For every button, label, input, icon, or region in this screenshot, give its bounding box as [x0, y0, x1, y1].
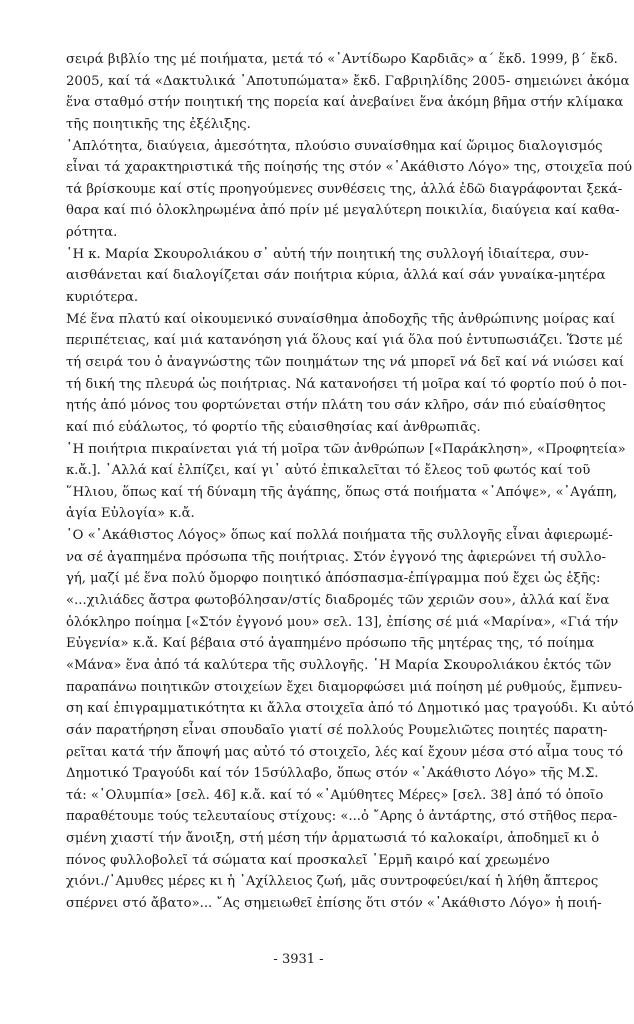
text-line: κ.ἄ.]. ᾽Αλλά καί ἐλπίζει, καί γι᾽ αὐτό ἐπικαλεῖται τό ἔλεος τοῦ φωτός καί τοῦ — [66, 463, 591, 479]
text-line: περιπέτειας, καί μιά κατανόηση γιά ὅλους καί γιά ὅλα πού ἐντυπωσιάζει. Ὥστε μέ — [66, 333, 623, 349]
text-line: παραθέτουμε τούς τελευταίους στίχους: «...ὁ ῎Αρης ὁ ἀντάρτης, στό στῆθος περα- — [66, 809, 618, 825]
text-line: ση καί ἐπιγραμματικότητα κι ἄλλα στοιχεῖα ἀπό τό Δημοτικό μας τραγούδι. Κι αὐτό — [66, 701, 634, 717]
text-line: χιόνι./᾽Αμυθες μέρες κι ἡ ᾽Αχίλλειος ζωή, μᾶς συντροφεύει/καί ἡ λήθη ἄπτερος — [66, 874, 599, 890]
text-line: σπέρνει στό ἄβατο»... ῎Ας σημειωθεῖ ἐπίσης ὅτι στόν «᾽Ακάθιστο Λόγο» ἡ ποιή- — [66, 895, 602, 911]
text-line: ὁλόκληρο ποίημα [«Στόν ἐγγονό μου» σελ. 13], ἐπίσης σέ μιά «Μαρίνα», «Γιά τήν — [66, 614, 619, 630]
text-line: τά: «᾽Ολυμπία» [σελ. 46] κ.ἄ. καί τό «᾽Αμύθητες Μέρες» [σελ. 38] ἀπό τό ὁποῖο — [66, 787, 604, 803]
text-line: Εὐγενία» κ.ἄ. Καί βέβαια στό ἀγαπημένο πρόσωπο τῆς μητέρας της, τό ποίημα — [66, 636, 595, 652]
text-line: σμένη χιαστί τήν ἄνοιξη, στή μέση τήν ἁρματωσιά τό καλοκαίρι, ἀποδημεῖ κι ὁ — [66, 831, 600, 847]
paragraph — [66, 244, 606, 309]
text-line: τή δική της πλευρά ὡς ποιήτριας. Νά κατανοήσει τή μοῖρα καί τό φορτίο πού ὁ ποι- — [66, 376, 627, 392]
paragraph — [66, 136, 633, 244]
paragraph — [66, 49, 630, 136]
text-line: «Μάνα» ἕνα ἀπό τά καλύτερα τῆς συλλογῆς. ῾Η Μαρία Σκουρολιάκου ἐκτός τῶν — [66, 657, 612, 673]
paragraph — [66, 309, 627, 439]
text-line: σειρά βιβλίο της μέ ποιήματα, μετά τό «᾽Αντίδωρο Καρδιᾶς» α΄ ἔκδ. 1999, β΄ ἔκδ. — [66, 52, 618, 67]
text-line: 2005, καί τά «Δακτυλικά ᾽Αποτυπώματα» ἔκδ. Γαβριηλίδης 2005- σημειώνει ἀκόμα — [66, 73, 630, 89]
text-line: ῾Η κ. Μαρία Σκουρολιάκου σ᾽ αὐτή τήν ποιητική της συλλογή ἰδιαίτερα, συν- — [66, 246, 589, 262]
text-line: «...χιλιάδες ἄστρα φωτοβόλησαν/στίς διαδρομές τῶν χεριῶν σου», ἀλλά καί ἕνα — [66, 593, 610, 609]
text-line: Μέ ἕνα πλατύ καί οἰκουμενικό συναίσθημα ἀποδοχῆς τῆς ἀνθρώπινης μοίρας καί — [66, 311, 616, 327]
page-number: - 3931 - — [273, 952, 324, 967]
text-line: ῾Η ποιήτρια πικραίνεται γιά τή μοῖρα τῶν ἀνθρώπων [«Παράκληση», «Προφητεία» — [66, 441, 626, 457]
text-line: ρότητα. — [66, 225, 118, 241]
text-line: καί πιό εὐάλωτος, τό φορτίο τῆς εὐαισθησίας καί ἀνθρωπιᾶς. — [66, 419, 481, 435]
text-line: αισθάνεται καί διαλογίζεται σάν ποιήτρια κύρια, ἀλλά καί σάν γυναίκα-μητέρα — [66, 268, 606, 284]
text-line: ρεῖται κατά τήν ἄποψή μας αὐτό τό στοιχεῖο, λές καί ἔχουν μέσα στό αἷμα τους τό — [66, 744, 624, 760]
body-text — [66, 49, 634, 915]
text-line: ᾽Απλότητα, διαύγεια, ἀμεσότητα, πλούσιο συναίσθημα καί ὥριμος διαλογισμός — [66, 138, 603, 154]
text-line: τή σειρά του ὁ ἀναγνώστης τῶν ποιημάτων της νά μπορεῖ νά δεῖ καί νά νιώσει καί — [66, 354, 625, 370]
text-line: κυριότερα. — [66, 290, 139, 306]
paragraph — [66, 525, 634, 915]
text-line: ἕνα σταθμό στήν ποιητική της πορεία καί ἀνεβαίνει ἕνα ἀκόμη βῆμα στήν κλίμακα — [66, 95, 624, 111]
text-line: τῆς ποιητικῆς της ἐξέλιξης. — [66, 116, 251, 132]
text-line: παραπάνω ποιητικῶν στοιχείων ἔχει διαμορφώσει μιά ποίηση μέ ρυθμούς, ἔμπνευ- — [66, 679, 623, 695]
text-line: ῾Ο «᾽Ακάθιστος Λόγος» ὅπως καί πολλά ποιήματα τῆς συλλογῆς εἶναι ἀφιερωμέ- — [66, 528, 613, 544]
paragraph — [66, 439, 626, 526]
text-line: θαρα καί πιό ὁλοκληρωμένα ἀπό πρίν μέ μεγαλύτερη ποικιλία, διαύγεια καί καθα- — [66, 203, 620, 219]
text-line: να σέ ἀγαπημένα πρόσωπα τῆς ποιήτριας. Στόν ἐγγονό της ἀφιερώνει τή συλλο- — [66, 549, 606, 565]
text-line: πόνος φυλλοβολεῖ τά σώματα καί προσκαλεῖ ῾Ερμῆ καιρό καί χρεωμένο — [66, 852, 550, 868]
text-line: εἶναι τά χαρακτηριστικά τῆς ποίησής της στόν «᾽Ακάθιστο Λόγο» της, στοιχεῖα πού — [66, 160, 633, 176]
text-line: ητής ἀπό μόνος του φορτώνεται στήν πλάτη του σάν κλῆρο, σάν πιό εὐαίσθητος — [66, 398, 606, 414]
text-line: τά βρίσκουμε καί στίς προηγούμενες συνθέσεις της, ἀλλά ἐδῶ διαγράφονται ξεκά- — [66, 181, 623, 197]
text-line: σάν παρατήρηση εἶναι σπουδαῖο γιατί σέ πολλούς Ρουμελιῶτες ποιητές παρατη- — [66, 722, 608, 738]
text-line: γή, μαζί μέ ἕνα πολύ ὄμορφο ποιητικό ἀπόσπασμα-ἐπίγραμμα πού ἔχει ὡς ἑξῆς: — [66, 571, 601, 587]
text-line: ἁγία Εὐλογία» κ.ἄ. — [66, 506, 195, 522]
text-line: Δημοτικό Τραγούδι καί τόν 15σύλλαβο, ὅπως στόν «᾽Ακάθιστο Λόγο» τῆς Μ.Σ. — [66, 766, 599, 782]
text-line: ῞Ηλιου, ὅπως καί τή δύναμη τῆς ἀγάπης, ὅπως στά ποιήματα «᾽Απόψε», «᾽Αγάπη, — [66, 484, 618, 500]
